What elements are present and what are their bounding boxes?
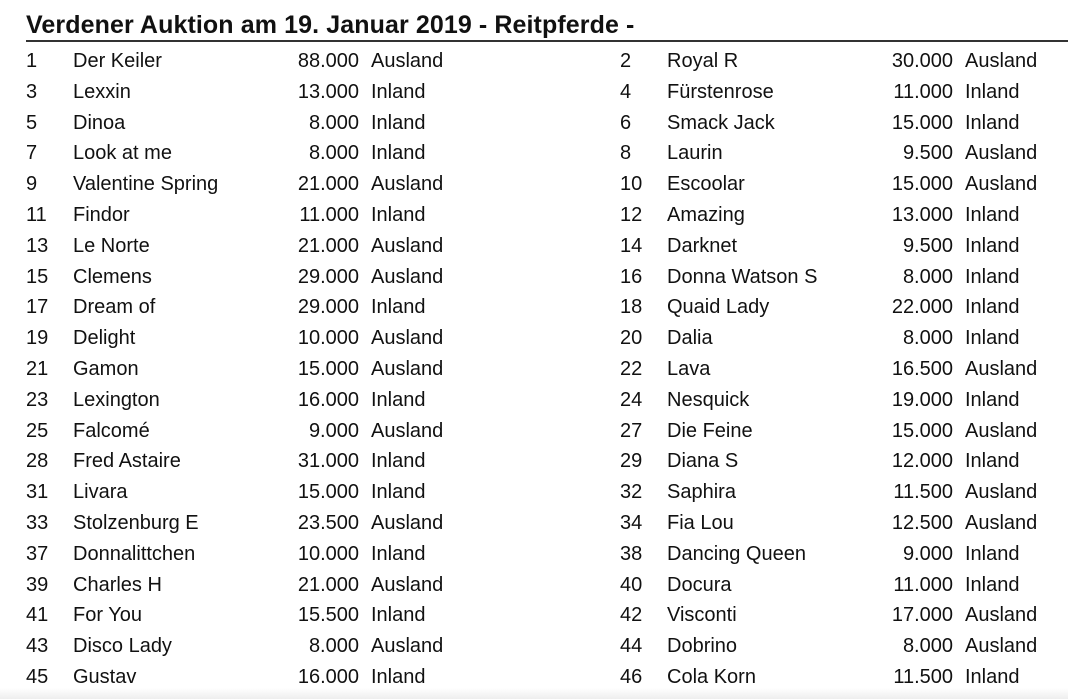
horse-name: Fia Lou [667,511,734,534]
sale-price: 13.000 [891,203,953,226]
table-row [26,108,546,139]
buyer-region: Inland [965,203,1020,226]
buyer-region: Inland [371,542,426,565]
sale-price: 15.500 [297,604,359,627]
buyer-region: Inland [965,573,1020,596]
table-row [620,200,1068,231]
lot-number: 45 [26,665,49,688]
buyer-region: Inland [965,388,1020,411]
page-bottom-edge [0,688,1068,699]
buyer-region: Inland [371,388,426,411]
lot-number: 5 [26,111,38,134]
table-row [620,323,1068,354]
horse-name: Falcomé [73,419,150,442]
title-underline [26,40,1068,42]
table-row [620,46,1068,77]
buyer-region: Inland [965,296,1020,319]
horse-name: Amazing [667,203,745,226]
horse-name: Valentine Spring [73,173,219,196]
lot-number: 28 [26,450,49,473]
sale-price: 11.000 [893,80,953,103]
table-row [26,508,546,539]
table-row [26,385,546,416]
sale-price: 15.000 [891,111,953,134]
table-row [620,262,1068,293]
buyer-region: Ausland [965,50,1038,72]
table-row [26,570,546,601]
lot-number: 6 [620,111,632,134]
horse-name: For You [73,604,142,627]
horse-name: Dalia [667,327,713,350]
sale-price: 29.000 [297,296,359,319]
sale-price: 8.000 [308,142,359,165]
lot-number: 32 [620,481,643,504]
sale-price: 9.000 [308,419,359,442]
lot-number: 2 [620,50,632,72]
sale-price: 13.000 [297,80,359,103]
sale-price: 12.000 [891,450,953,473]
lot-number: 14 [620,234,643,257]
horse-name: Stolzenburg E [73,511,199,534]
horse-name: Visconti [667,604,737,627]
lot-number: 24 [620,388,643,411]
horse-name: Le Norte [73,234,150,257]
table-row [620,631,1068,662]
table-row [26,200,546,231]
buyer-region: Ausland [965,357,1038,380]
sale-price: 8.000 [308,111,359,134]
results-column-right [620,46,1068,693]
lot-number: 16 [620,265,643,288]
sale-price: 16.500 [891,357,953,380]
table-row [620,477,1068,508]
sale-price: 22.000 [891,296,953,319]
sale-price: 12.500 [891,511,953,534]
horse-name: Dinoa [73,111,126,134]
lot-number: 44 [620,635,643,658]
buyer-region: Inland [371,481,426,504]
sale-price: 19.000 [891,388,953,411]
sale-price: 8.000 [902,327,953,350]
results-column-left [26,46,546,693]
sale-price: 16.000 [297,388,359,411]
horse-name: Lava [667,357,711,380]
sale-price: 8.000 [308,635,359,658]
table-row [26,539,546,570]
buyer-region: Inland [965,542,1020,565]
sale-price: 31.000 [297,450,359,473]
buyer-region: Ausland [965,419,1038,442]
buyer-region: Ausland [371,173,444,196]
sale-price: 17.000 [891,604,953,627]
table-row [26,631,546,662]
table-row [620,169,1068,200]
buyer-region: Ausland [371,265,444,288]
horse-name: Clemens [73,265,152,288]
lot-number: 3 [26,80,38,103]
lot-number: 1 [26,50,38,72]
table-row [620,292,1068,323]
sale-price: 11.000 [299,203,359,226]
horse-name: Lexxin [73,80,131,103]
lot-number: 12 [620,203,643,226]
table-row [620,138,1068,169]
buyer-region: Ausland [965,635,1038,658]
horse-name: Laurin [667,142,723,165]
lot-number: 31 [26,481,49,504]
sale-price: 30.000 [891,50,953,72]
horse-name: Docura [667,573,732,596]
buyer-region: Inland [965,111,1020,134]
sale-price: 29.000 [297,265,359,288]
horse-name: Dobrino [667,635,738,658]
lot-number: 13 [26,234,49,257]
buyer-region: Inland [371,80,426,103]
horse-name: Look at me [73,142,172,165]
horse-name: Der Keiler [73,50,162,72]
buyer-region: Inland [965,234,1020,257]
lot-number: 38 [620,542,643,565]
buyer-region: Inland [965,327,1020,350]
lot-number: 41 [26,604,49,627]
buyer-region: Ausland [371,635,444,658]
table-row [26,262,546,293]
lot-number: 9 [26,173,38,196]
horse-name: Fred Astaire [73,450,181,473]
buyer-region: Inland [371,111,426,134]
lot-number: 33 [26,511,49,534]
buyer-region: Ausland [371,327,444,350]
table-row [26,416,546,447]
buyer-region: Ausland [371,573,444,596]
buyer-region: Ausland [371,511,444,534]
table-row [620,570,1068,601]
horse-name: Die Feine [667,419,753,442]
lot-number: 21 [26,357,49,380]
sale-price: 23.500 [297,511,359,534]
horse-name: Royal R [667,50,739,72]
lot-number: 20 [620,327,643,350]
horse-name: Cola Korn [667,665,756,688]
lot-number: 23 [26,388,49,411]
sale-price: 11.500 [893,481,953,504]
lot-number: 27 [620,419,643,442]
lot-number: 17 [26,296,49,319]
horse-name: Donna Watson S [667,265,818,288]
sale-price: 15.000 [891,173,953,196]
sale-price: 10.000 [297,327,359,350]
table-row [26,138,546,169]
sale-price: 8.000 [902,265,953,288]
table-row [620,416,1068,447]
horse-name: Nesquick [667,388,750,411]
lot-number: 39 [26,573,49,596]
horse-name: Findor [73,203,130,226]
buyer-region: Ausland [965,481,1038,504]
sale-price: 21.000 [297,573,359,596]
horse-name: Smack Jack [667,111,775,134]
sale-price: 11.000 [893,573,953,596]
horse-name: Livara [73,481,128,504]
horse-name: Darknet [667,234,738,257]
buyer-region: Inland [965,665,1020,688]
horse-name: Lexington [73,388,160,411]
table-row [26,77,546,108]
lot-number: 8 [620,142,632,165]
horse-name: Charles H [73,573,162,596]
lot-number: 34 [620,511,643,534]
sale-price: 11.500 [893,665,953,688]
lot-number: 18 [620,296,643,319]
buyer-region: Inland [965,450,1020,473]
horse-name: Dream of [73,296,156,319]
buyer-region: Ausland [371,419,444,442]
horse-name: Donnalittchen [73,542,196,565]
sale-price: 15.000 [297,357,359,380]
lot-number: 15 [26,265,49,288]
lot-number: 43 [26,635,49,658]
sale-price: 9.000 [902,542,953,565]
lot-number: 25 [26,419,49,442]
horse-name: Disco Lady [73,635,172,658]
horse-name: Saphira [667,481,736,504]
table-row [620,385,1068,416]
table-row [26,354,546,385]
lot-number: 10 [620,173,643,196]
lot-number: 42 [620,604,643,627]
lot-number: 46 [620,665,643,688]
lot-number: 40 [620,573,643,596]
horse-name: Gustav [73,665,137,688]
buyer-region: Ausland [965,604,1038,627]
horse-name: Fürstenrose [667,80,774,103]
horse-name: Dancing Queen [667,542,806,565]
lot-number: 11 [26,203,47,226]
buyer-region: Inland [371,142,426,165]
horse-name: Diana S [667,450,739,473]
sale-price: 9.500 [902,234,953,257]
lot-number: 37 [26,542,49,565]
buyer-region: Inland [371,203,426,226]
buyer-region: Inland [965,80,1020,103]
table-row [26,477,546,508]
lot-number: 4 [620,80,632,103]
table-row [620,108,1068,139]
table-row [620,77,1068,108]
sale-price: 21.000 [297,173,359,196]
lot-number: 19 [26,327,49,350]
lot-number: 7 [26,142,38,165]
table-row [26,292,546,323]
table-row [620,508,1068,539]
buyer-region: Inland [371,450,426,473]
lot-number: 29 [620,450,643,473]
sale-price: 21.000 [297,234,359,257]
sale-price: 16.000 [297,665,359,688]
horse-name: Gamon [73,357,139,380]
table-row [620,600,1068,631]
buyer-region: Ausland [965,173,1038,196]
buyer-region: Ausland [965,142,1038,165]
buyer-region: Ausland [965,511,1038,534]
sale-price: 9.500 [902,142,953,165]
table-row [26,323,546,354]
table-row [26,231,546,262]
table-row [620,354,1068,385]
sale-price: 8.000 [902,635,953,658]
table-row [26,446,546,477]
buyer-region: Inland [371,665,426,688]
lot-number: 22 [620,357,643,380]
table-row [26,169,546,200]
buyer-region: Inland [965,265,1020,288]
horse-name: Delight [73,327,136,350]
table-row [26,46,546,77]
table-row [620,539,1068,570]
table-row [26,600,546,631]
horse-name: Escoolar [667,173,745,196]
table-row [620,231,1068,262]
sale-price: 15.000 [297,481,359,504]
buyer-region: Ausland [371,357,444,380]
buyer-region: Inland [371,296,426,319]
sale-price: 10.000 [297,542,359,565]
buyer-region: Ausland [371,234,444,257]
buyer-region: Inland [371,604,426,627]
buyer-region: Ausland [371,50,444,72]
page-title: Verdener Auktion am 19. Januar 2019 - Reitpferde - [26,11,635,39]
sale-price: 15.000 [891,419,953,442]
sale-price: 88.000 [297,50,359,72]
table-row [620,446,1068,477]
horse-name: Quaid Lady [667,296,770,319]
